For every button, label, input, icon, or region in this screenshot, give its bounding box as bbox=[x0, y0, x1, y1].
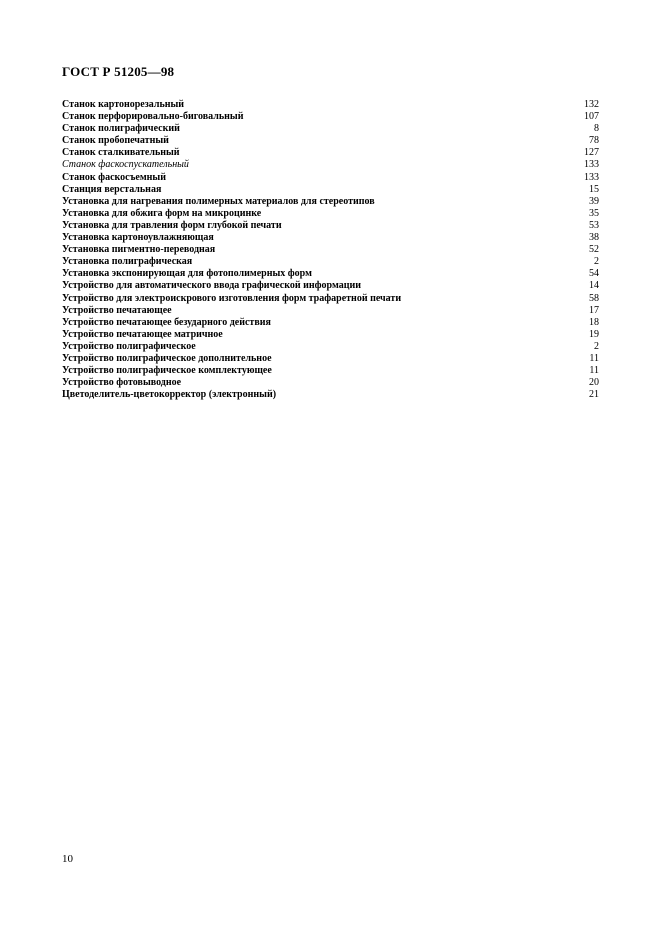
index-page-ref: 127 bbox=[584, 147, 599, 159]
index-entry bbox=[62, 268, 599, 280]
index-page-ref: 21 bbox=[589, 389, 599, 401]
index-entry bbox=[62, 280, 599, 292]
index-term: Станок сталкивательный bbox=[62, 147, 180, 159]
page-number: 10 bbox=[62, 853, 73, 865]
index-term: Установка для травления форм глубокой печати bbox=[62, 219, 282, 231]
index-page-ref: 52 bbox=[589, 244, 599, 256]
index-term: Устройство полиграфическое дополнительное bbox=[62, 352, 272, 364]
index-page-ref: 20 bbox=[589, 377, 599, 389]
index-page-ref: 54 bbox=[589, 268, 599, 280]
index-term: Установка экспонирующая для фотополимерных форм bbox=[62, 268, 312, 280]
index-term: Устройство печатающее матричное bbox=[62, 328, 223, 340]
index-page-ref: 19 bbox=[589, 328, 599, 340]
index-term: Станок фаскосъемный bbox=[62, 171, 166, 183]
index-entry bbox=[62, 305, 599, 317]
index-entry bbox=[62, 135, 599, 147]
index-page-ref: 107 bbox=[584, 111, 599, 123]
document-header: ГОСТ Р 51205—98 bbox=[62, 64, 175, 79]
index-term: Станок пробопечатный bbox=[62, 135, 169, 147]
index-term: Станция верстальная bbox=[62, 183, 162, 195]
index-term: Устройство печатающее безударного действия bbox=[62, 316, 271, 328]
index-page-ref: 38 bbox=[589, 232, 599, 244]
index-term: Станок полиграфический bbox=[62, 123, 180, 135]
index-entry bbox=[62, 111, 599, 123]
index-term: Станок картонорезальный bbox=[62, 99, 185, 110]
index-term: Устройство полиграфическое bbox=[62, 340, 196, 352]
index-entry bbox=[62, 172, 599, 184]
index-page-ref: 11 bbox=[589, 352, 599, 364]
index-entry bbox=[62, 329, 599, 341]
index-term: Установка полиграфическая bbox=[62, 256, 193, 268]
index-page-ref: 2 bbox=[594, 256, 599, 268]
index-term: Станок перфорировально-биговальный bbox=[62, 111, 244, 123]
index-entry bbox=[62, 208, 599, 220]
index-term: Установка пигментно-переводная bbox=[62, 244, 216, 256]
index-entry bbox=[62, 341, 599, 353]
index-entry bbox=[62, 232, 599, 244]
index-entry bbox=[62, 365, 599, 377]
index-page-ref: 39 bbox=[589, 195, 599, 207]
index-term: Устройство для электроискрового изготовления форм трафаретной печати bbox=[62, 292, 402, 304]
index-term: Установка для обжига форм на микроцинке bbox=[62, 207, 262, 219]
index-term: Станок фаскоспускательный bbox=[62, 159, 189, 171]
index-entry bbox=[62, 317, 599, 329]
index-page-ref: 2 bbox=[594, 340, 599, 352]
index-page-ref: 14 bbox=[589, 280, 599, 292]
index-term: Цветоделитель-цветокорректор (электронный) bbox=[62, 389, 277, 401]
index-term: Устройство печатающее bbox=[62, 304, 172, 316]
index-page-ref: 53 bbox=[589, 219, 599, 231]
index-page-ref: 15 bbox=[589, 183, 599, 195]
index-page-ref: 17 bbox=[589, 304, 599, 316]
index-page-ref: 133 bbox=[584, 171, 599, 183]
index-page-ref: 132 bbox=[584, 99, 599, 110]
index-entry bbox=[62, 196, 599, 208]
index-entry bbox=[62, 244, 599, 256]
index-entry bbox=[62, 147, 599, 159]
index-entry bbox=[62, 256, 599, 268]
index-page-ref: 133 bbox=[584, 159, 599, 171]
index-term: Установка для нагревания полимерных материалов для стереотипов bbox=[62, 195, 375, 207]
index-page-ref: 18 bbox=[589, 316, 599, 328]
index-page-ref: 8 bbox=[594, 123, 599, 135]
index-entry bbox=[62, 377, 599, 389]
index-entry bbox=[62, 123, 599, 135]
index-page-ref: 58 bbox=[589, 292, 599, 304]
index-term: Устройство полиграфическое комплектующее bbox=[62, 365, 272, 377]
index-entry bbox=[62, 389, 599, 401]
index-entry bbox=[62, 353, 599, 365]
index-entry bbox=[62, 220, 599, 232]
index-page-ref: 78 bbox=[589, 135, 599, 147]
index-term: Устройство фотовыводное bbox=[62, 377, 182, 389]
index-entry bbox=[62, 99, 599, 111]
alphabetical-index bbox=[62, 99, 599, 401]
index-entry bbox=[62, 159, 599, 171]
index-page-ref: 11 bbox=[589, 365, 599, 377]
index-term: Установка картоноувлажняющая bbox=[62, 232, 214, 244]
index-entry bbox=[62, 184, 599, 196]
index-page-ref: 35 bbox=[589, 207, 599, 219]
index-term: Устройство для автоматического ввода графической информации bbox=[62, 280, 361, 292]
index-entry bbox=[62, 293, 599, 305]
